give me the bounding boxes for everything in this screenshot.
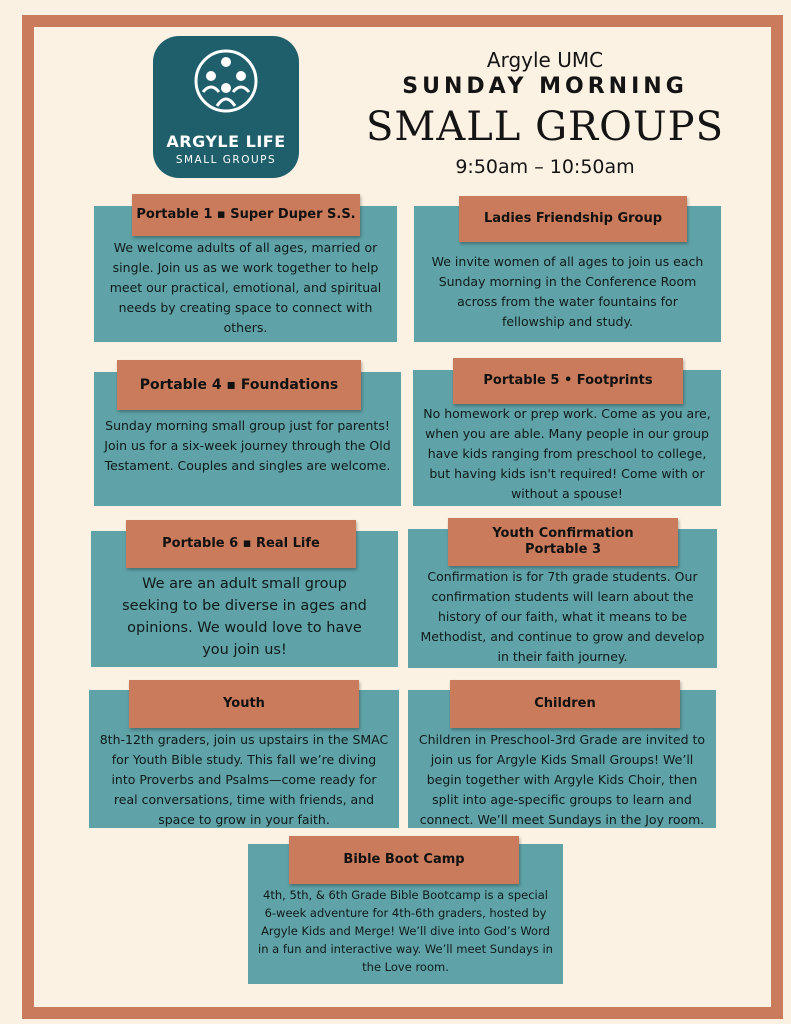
- logo: [153, 36, 299, 178]
- group-title: Portable 5 • Footprints: [453, 358, 683, 404]
- group-description: Children in Preschool-3rd Grade are invited to join us for Argyle Kids Small Groups! We’ll begin together with Argyle Kids Choir, then split into age-specific groups to learn and connect. We’ll meet Sundays in the Joy room.: [418, 732, 706, 827]
- group-description: Confirmation is for 7th grade students. Our confirmation students will learn about the history of our faith, what it means to be Methodist, and continue to grow and develop in their faith journey.: [420, 569, 705, 664]
- group-description: Sunday morning small group just for parents! Join us for a six-week journey through the Old Testament. Couples and singles are welcome.: [104, 418, 391, 473]
- group-title: Ladies Friendship Group: [459, 196, 687, 242]
- logo-line-1: ARGYLE LIFE: [166, 132, 286, 151]
- group-title: Portable 1 ▪ Super Duper S.S.: [132, 194, 360, 236]
- group-title: Portable 4 ▪ Foundations: [117, 360, 361, 410]
- group-title: Children: [450, 680, 680, 728]
- group-description: We welcome adults of all ages, married or single. Join us as we work together to help meet our practical, emotional, and spiritual needs by creating space to connect with others.: [109, 240, 382, 335]
- group-description: No homework or prep work. Come as you are, when you are able. Many people in our group have kids ranging from preschool to college, but having kids isn't required! Come with or without a spouse!: [423, 406, 711, 501]
- meeting-time: 9:50am – 10:50am: [455, 156, 635, 178]
- people-circle-icon: [193, 48, 259, 128]
- group-title: Portable 6 ▪ Real Life: [126, 520, 356, 568]
- page-subtitle: SUNDAY MORNING: [402, 74, 688, 99]
- page-title: SMALL GROUPS: [366, 104, 724, 150]
- group-description: We invite women of all ages to join us each Sunday morning in the Conference Room across from the water fountains for fellowship and study.: [431, 254, 704, 329]
- group-title: Youth Confirmation Portable 3: [448, 518, 678, 566]
- group-description: 4th, 5th, & 6th Grade Bible Bootcamp is a special 6-week adventure for 4th-6th graders, hosted by Argyle Kids and Merge! We’ll dive into God’s Word in a fun and interactive way. We’ll meet Sundays in the Love room.: [258, 888, 553, 974]
- logo-line-2: SMALL GROUPS: [175, 154, 277, 166]
- group-description: 8th-12th graders, join us upstairs in the SMAC for Youth Bible study. This fall we’re diving into Proverbs and Psalms—come ready for real conversations, time with friends, and space to grow in your faith.: [99, 732, 389, 827]
- org-name: Argyle UMC: [486, 48, 604, 72]
- group-title: Youth: [129, 680, 359, 728]
- group-description: We are an adult small group seeking to be diverse in ages and opinions. We would love to have you join us!: [122, 576, 367, 658]
- group-title: Bible Boot Camp: [289, 836, 519, 884]
